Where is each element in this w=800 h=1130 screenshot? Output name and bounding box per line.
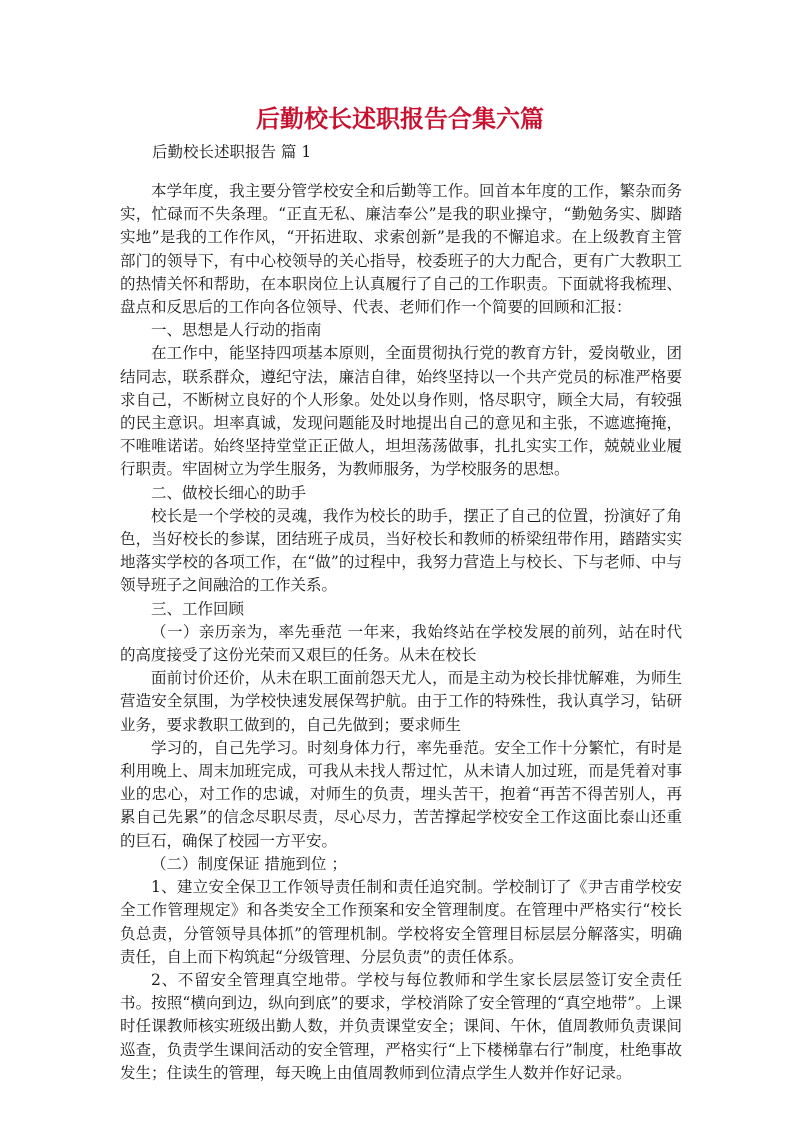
paragraph: 学习的，自己先学习。时刻身体力行，率先垂范。安全工作十分繁忙，有时是利用晚上、周末加班完成，可我从未找人帮过忙，从未请人加过班，而是凭着对事业的忠心，对工作的忠诚，对师生的负责，埋头苦干，抱着“再苦不得苦别人，再累自己先累”的信念尽职尽责，尽心尽力，苦苦撑起学校安全工作这面比泰山还重的巨石，确保了校园一方平安。: [120, 738, 682, 850]
paragraph: 2、不留安全管理真空地带。学校与每位教师和学生家长层层签订安全责任书。按照“横向到边，纵向到底”的要求，学校消除了安全管理的“真空地带”。上课时任课教师核实班级出勤人数，并负责课堂安全；课间、午休，值周教师负责课间巡查，负责学生课间活动的安全管理，严格实行“上下楼梯靠右行”制度，杜绝事故发生；住读生的管理，每天晚上由值周教师到位清点学生人数并作好记录。: [120, 970, 682, 1082]
paragraph: 校长是一个学校的灵魂，我作为校长的助手，摆正了自己的位置，扮演好了角色，当好校长的参谋，团结班子成员，当好校长和教师的桥梁纽带作用，踏踏实实地落实学校的各项工作，在“做”的过程中，我努力营造上与校长、下与老师、中与领导班子之间融洽的工作关系。: [120, 506, 682, 595]
section-heading: 三、工作回顾: [151, 599, 245, 618]
section-heading: 一、思想是人行动的指南: [151, 321, 322, 340]
paragraph: 面前讨价还价，从未在职工面前怨天尤人，而是主动为校长排忧解难，为师生营造安全氛围，为学校快速发展保驾护航。由于工作的特殊性，我认真学习，钻研业务，要求教职工做到的，自己先做到；要求师生: [120, 669, 682, 734]
document-subtitle: 后勤校长述职报告 篇 1: [152, 143, 312, 161]
document-title: 后勤校长述职报告合集六篇: [256, 104, 544, 133]
paragraph: （一）亲历亲为，率先垂范 一年来，我始终站在学校发展的前列，站在时代的高度接受了这份光荣而又艰巨的任务。从未在校长: [120, 622, 682, 665]
document-body: [120, 180, 682, 1085]
subsection-heading: （二）制度保证 措施到位 ；: [151, 854, 347, 873]
paragraph: 本学年度，我主要分管学校安全和后勤等工作。回首本年度的工作，繁杂而务实，忙碌而不失条理。“正直无私、廉洁奉公”是我的职业操守，“勤勉务实、脚踏实地”是我的工作作风，“开拓进取、求索创新”是我的不懈追求。在上级教育主管部门的领导下，有中心校领导的关心指导，校委班子的大力配合，更有广大教职工的热情关怀和帮助，在本职岗位上认真履行了自己的工作职责。下面就将我梳理、盘点和反思后的工作向各位领导、代表、老师们作一个简要的回顾和汇报：: [120, 182, 682, 317]
paragraph: 在工作中，能坚持四项基本原则，全面贯彻执行党的教育方针，爱岗敬业，团结同志，联系群众，遵纪守法，廉洁自律，始终坚持以一个共产党员的标准严格要求自己，不断树立良好的个人形象。处处以身作则，恪尽职守，顾全大局，有较强的民主意识。坦率真诚，发现问题能及时地提出自己的意见和主张，不遮遮掩掩，不唯唯诺诺。始终坚持堂堂正正做人，坦坦荡荡做事，扎扎实实工作，兢兢业业履行职责。牢固树立为学生服务，为教师服务，为学校服务的思想。: [120, 344, 682, 479]
paragraph: 1、建立安全保卫工作领导责任制和责任追究制。学校制订了《尹吉甫学校安全工作管理规定》和各类安全工作预案和安全管理制度。在管理中严格实行“校长负总责，分管领导具体抓”的管理机制。学校将安全管理目标层层分解落实，明确责任，自上而下构筑起“分级管理、分层负责”的责任体系。: [120, 878, 682, 966]
section-heading: 二、做校长细心的助手: [151, 483, 307, 502]
